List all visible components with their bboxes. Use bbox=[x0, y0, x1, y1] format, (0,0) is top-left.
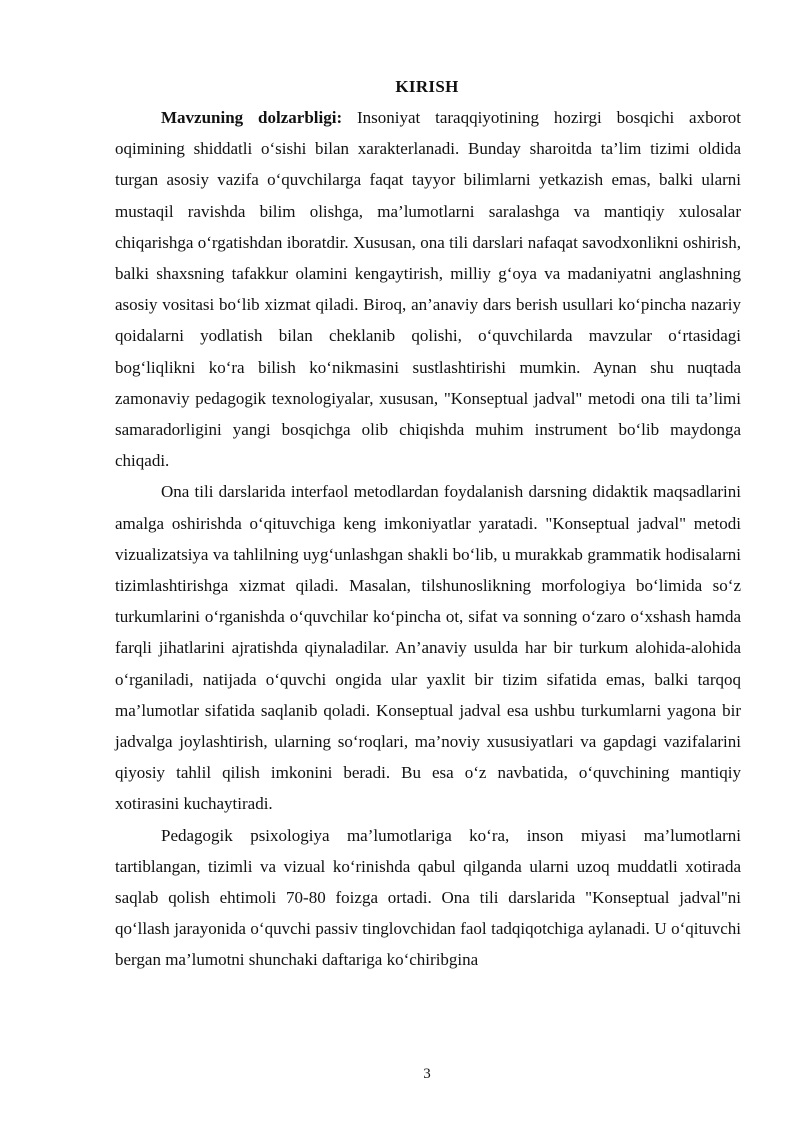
paragraph-text: Insoniyat taraqqiyotining hozirgi bosqichi axborot oqimining shiddatli o‘sishi bilan xarakterlanadi. Bunday sharoitda ta’lim tizimi oldida turgan asosiy vazifa o‘quvchilarga faqat tayyor bilimlarni yetkazish emas, balki ularni mustaqil ravishda bilim olishga, ma’lumotlarni saralashga va mantiqiy xulosalar chiqarishga o‘rgatishdan iboratdir. Xususan, ona tili darslari nafaqat savodxonlikni oshirish, balki shaxsning tafakkur olamini kengaytirish, milliy g‘oya va madaniyatni anglashning asosiy vositasi bo‘lib xizmat qiladi. Biroq, an’anaviy dars berish usullari ko‘pincha nazariy qoidalarni yodlatish bilan cheklanib qolishi, o‘quvchilarda mavzular o‘rtasidagi bog‘liqlikni ko‘ra bilish ko‘nikmasini sustlashtirishi mumkin. Aynan shu nuqtada zamonaviy pedagogik texnologiyalar, xususan, "Konseptual jadval" metodi ona tili ta’limi samaradorligini yangi bosqichga olib chiqishda muhim instrument bo‘lib maydonga chiqadi. bbox=[115, 108, 741, 471]
paragraph-pedagogical-psychology: Pedagogik psixologiya ma’lumotlariga ko‘ra, inson miyasi ma’lumotlarni tartiblangan, tizimli va vizual ko‘rinishda qabul qilganda ularni uzoq muddatli xotirada saqlab qolish ehtimoli 70-80 foizga ortadi. Ona tili darslarida "Konseptual jadval"ni qo‘llash jarayonida o‘quvchi passiv tinglovchidan faol tadqiqotchiga aylanadi. U o‘qituvchi bergan ma’lumotni shunchaki daftariga ko‘chiribgina bbox=[115, 825, 741, 970]
paragraph-lead-label: Mavzuning dolzarbligi: bbox=[161, 108, 343, 127]
section-title: KIRISH bbox=[395, 77, 459, 96]
paragraph-relevance bbox=[115, 102, 741, 476]
body-text bbox=[115, 102, 741, 976]
paragraph-interactive-methods: Ona tili darslarida interfaol metodlardan foydalanish darsning didaktik maqsadlarini amalga oshirishda o‘qituvchiga keng imkoniyatlar yaratadi. "Konseptual jadval" metodi vizualizatsiya va tahlilning uyg‘unlashgan shakli bo‘lib, u murakkab grammatik hodisalarni tizimlashtirishga xizmat qiladi. Masalan, tilshunoslikning morfologiya bo‘limida so‘z turkumlarini o‘rganishda o‘quvchilar ko‘pincha ot, sifat va sonning o‘zaro o‘xshash hamda farqli jihatlarini ajratishda qiynaladilar. An’anaviy usulda har bir turkum alohida-alohida o‘rganiladi, natijada o‘quvchi ongida ular yaxlit bir tizim sifatida emas, balki tarqoq ma’lumotlar sifatida saqlanib qoladi. Konseptual jadval esa ushbu turkumlarni yagona bir jadvalga joylashtirish, ularning so‘roqlari, ma’noviy xususiyatlari va gapdagi vazifalarini qiyosiy tahlil qilish imkonini beradi. Bu esa o‘z navbatida, o‘quvchining mantiqiy xotirasini kuchaytiradi. bbox=[115, 482, 741, 814]
page-number: 3 bbox=[423, 1066, 431, 1082]
